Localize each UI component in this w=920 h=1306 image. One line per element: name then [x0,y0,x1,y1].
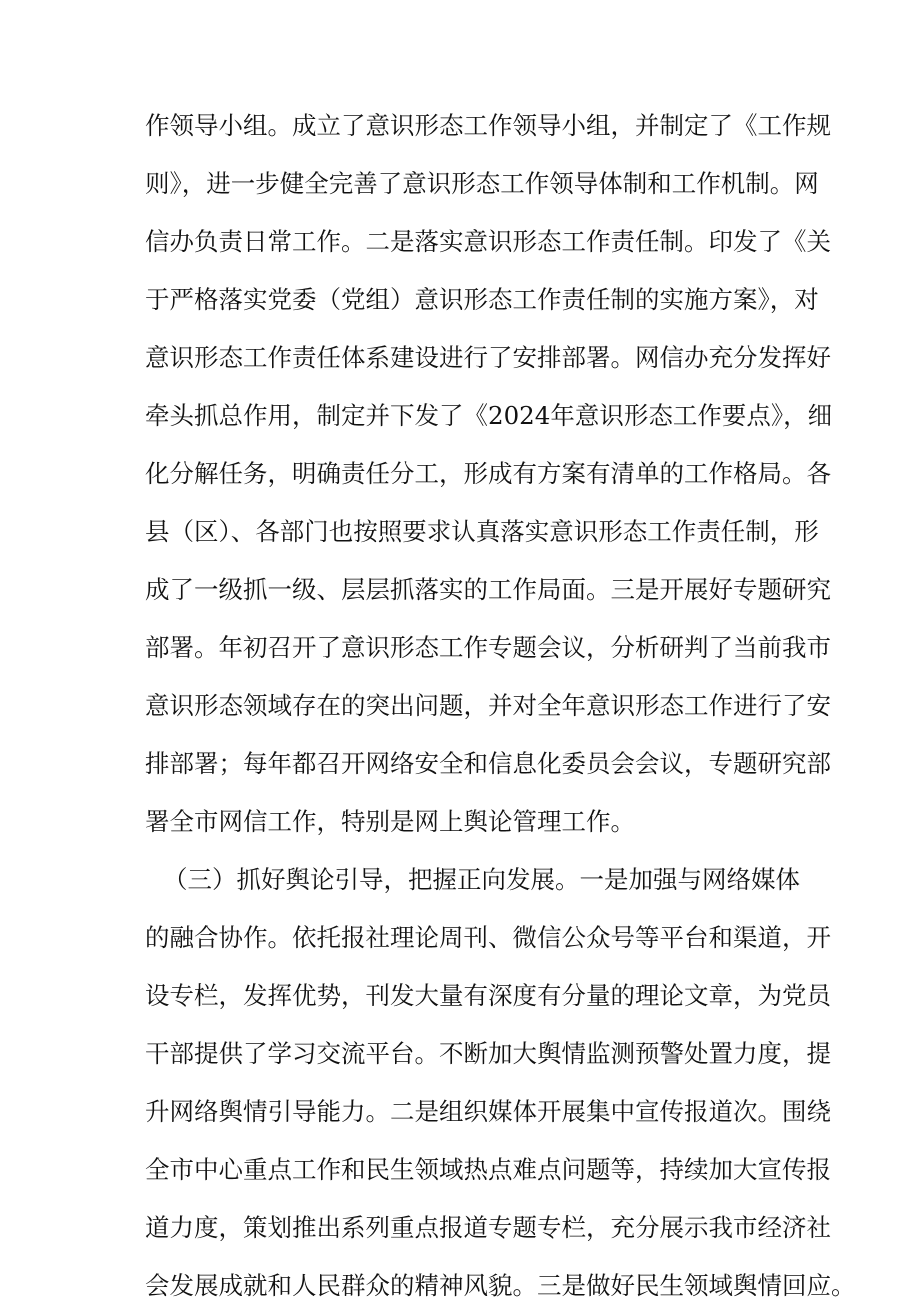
paragraph-line: 于严格落实党委（党组）意识形态工作责任制的实施方案》，对 [145,285,819,314]
paragraph-line: 县（区）、各部门也按照要求认真落实意识形态工作责任制，形 [145,517,819,546]
paragraph-line: 全市中心重点工作和民生领域热点难点问题等，持续加大宣传报 [145,1155,831,1184]
paragraph-line: 干部提供了学习交流平台。不断加大舆情监测预警处置力度，提 [145,1039,831,1068]
paragraph-line: 则》，进一步健全完善了意识形态工作领导体制和工作机制。网 [145,169,819,198]
paragraph-line: 牵头抓总作用，制定并下发了《2024年意识形态工作要点》，细 [145,401,833,430]
paragraph-line: 信办负责日常工作。二是落实意识形态工作责任制。印发了《关 [145,227,831,256]
paragraph-line: 设专栏，发挥优势，刊发大量有深度有分量的理论文章，为党员 [145,981,831,1010]
paragraph-line: 部署。年初召开了意识形态工作专题会议，分析研判了当前我市 [145,633,831,662]
paragraph-line: 意识形态领域存在的突出问题，并对全年意识形态工作进行了安 [145,691,831,720]
paragraph-line: 化分解任务，明确责任分工，形成有方案有清单的工作格局。各 [145,459,831,488]
paragraph-line: 会发展成就和人民群众的精神风貌。三是做好民生领域舆情回应。 [145,1271,856,1300]
paragraph-line: 意识形态工作责任体系建设进行了安排部署。网信办充分发挥好 [145,343,831,372]
paragraph-line: 的融合协作。依托报社理论周刊、微信公众号等平台和渠道，开 [145,923,831,952]
paragraph-line: 成了一级抓一级、层层抓落实的工作局面。三是开展好专题研究 [145,575,831,604]
paragraph-line: 作领导小组。成立了意识形态工作领导小组，并制定了《工作规 [145,111,831,140]
paragraph-line: 升网络舆情引导能力。二是组织媒体开展集中宣传报道次。围绕 [145,1097,831,1126]
section-heading-line: （三）抓好舆论引导，把握正向发展。一是加强与网络媒体 [163,865,800,894]
paragraph-line: 排部署；每年都召开网络安全和信息化委员会会议，专题研究部 [145,749,831,778]
paragraph-line: 道力度，策划推出系列重点报道专题专栏，充分展示我市经济社 [145,1213,831,1242]
paragraph-line: 署全市网信工作，特别是网上舆论管理工作。 [145,807,635,836]
